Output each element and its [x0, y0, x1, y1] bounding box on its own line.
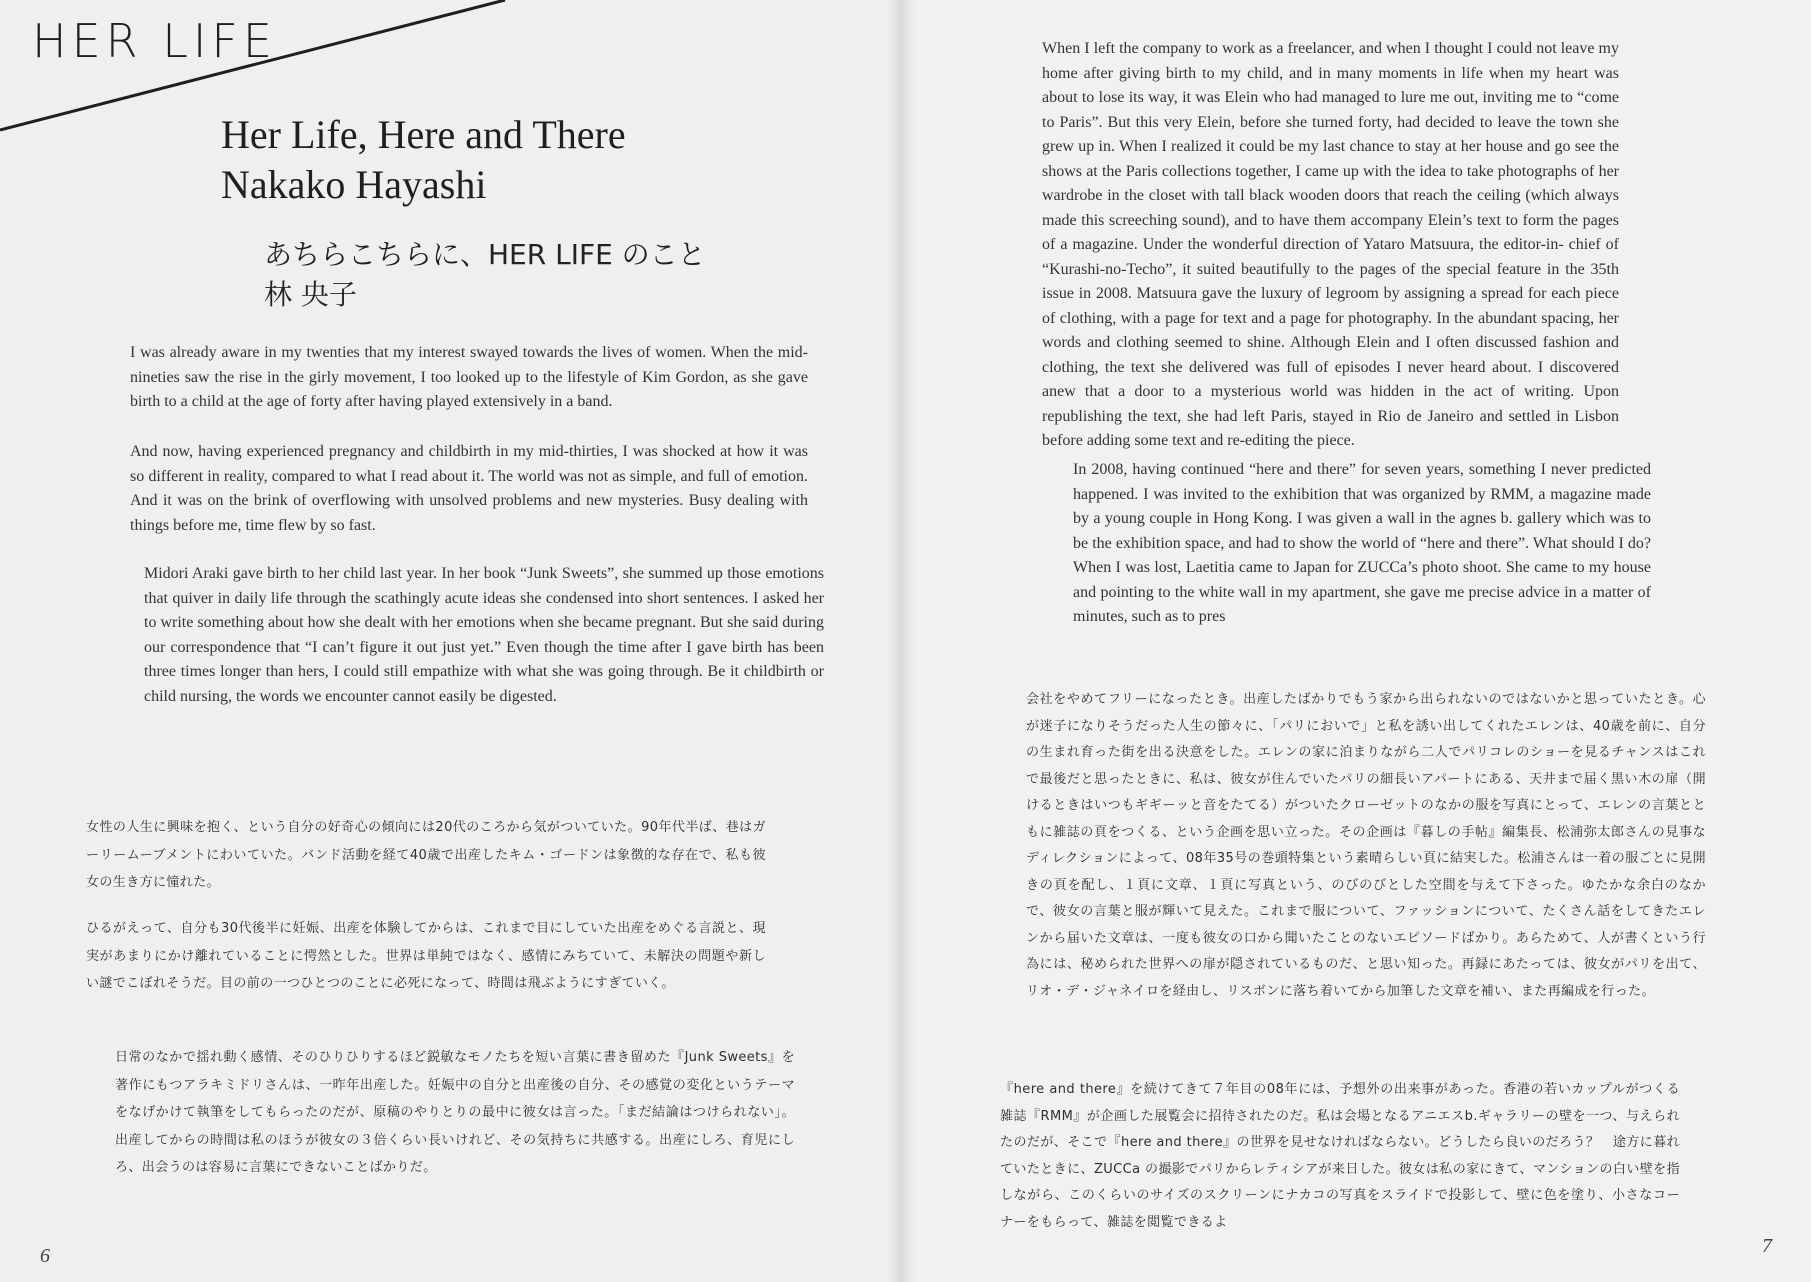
- page-number: 7: [1762, 1235, 1772, 1257]
- english-paragraph-2: And now, having experienced pregnancy and childbirth in my mid-thirties, I was shocked at how it was so different in reality, compared to what I read about it. The world was not as simple, and full of emotion. And it was on the brink of overflowing with unsolved problems and new mysteries. Busy dealing with things before me, time flew by so fast.: [130, 443, 808, 534]
- english-paragraph-5: In 2008, having continued “here and there” for seven years, something I never predicted happened. I was invited to the exhibition that was organized by RMM, a magazine made by a young couple in Hong Kong. I was given a wall in the agnes b. gallery which was to be the exhibition space, and had to show the world of “here and there”. What should I do? When I was lost, Laetitia came to Japan for ZUCCa’s photo shoot. She came to my house and pointing to the white wall in my apartment, she gave me precise advice in a matter of minutes, such as to pres: [1073, 461, 1651, 625]
- jp-title-line-1: あちらこちらに、HER LIFE のこと: [264, 238, 706, 271]
- japanese-paragraph-2: ひるがえって、自分も30代後半に妊娠、出産を体験してからは、これまで目にしていた出産をめぐる言説と、現実があまりにかけ離れていることに愕然とした。世界は単純ではなく、感情にみちていて、未解決の問題や新しい謎でこぼれそうだ。目の前の一つひとつのことに必死になって、時間は飛ぶようにすぎていく。: [86, 921, 766, 991]
- jp-author-name: 林 央子: [264, 278, 357, 311]
- jp-article-title: [264, 235, 706, 315]
- japanese-paragraph-1: 女性の人生に興味を抱く、という自分の好奇心の傾向には20代のころから気がついていた。90年代半ば、巷はガーリームーブメントにわいていた。バンド活動を経て40歳で出産したキム・ゴードンは象徴的な存在で、私も彼女の生き方に憧れた。: [86, 820, 766, 890]
- author-name: Nakako Hayashi: [221, 162, 487, 207]
- english-paragraph-1: I was already aware in my twenties that my interest swayed towards the lives of women. When the mid-nineties saw the rise in the girly movement, I too looked up to the lifestyle of Kim Gordon, as she gave birth to a child at the age of forty after having played extensively in a band.: [130, 344, 808, 410]
- section-label: HER LIFE: [32, 14, 277, 68]
- japanese-paragraph-3: 日常のなかで揺れ動く感情、そのひりひりするほど鋭敏なモノたちを短い言葉に書き留めた『Junk Sweets』を著作にもつアラキミドリさんは、一昨年出産した。妊娠中の自分と出産後の自分、その感覚の変化というテーマをなげかけて執筆をしてもらったのだが、原稿のやりとりの最中に彼女は言った。「まだ結論はつけられない」。出産してからの時間は私のほうが彼女の３倍くらい長いけれど、その気持ちに共感する。出産にしろ、育児にしろ、出会うのは容易に言葉にできないことばかりだ。: [115, 1050, 795, 1175]
- book-gutter-shadow: [888, 0, 918, 1282]
- english-paragraph-3: Midori Araki gave birth to her child last year. In her book “Junk Sweets”, she summed up those emotions that quiver in daily life through the scathingly acute ideas she condensed into short sentences. I asked her to write something about how she dealt with her emotions when she became pregnant. But she said during our correspondence that “I can’t figure it out just yet.” Even though the time after I gave birth has been three times longer than hers, I could still empathize with what she was going through. Be it childbirth or child nursing, the words we encounter cannot easily be digested.: [144, 565, 824, 705]
- article-title: [221, 110, 626, 210]
- page-number: 6: [40, 1245, 50, 1267]
- japanese-paragraph-4: 会社をやめてフリーになったとき。出産したばかりでもう家から出られないのではないかと思っていたとき。心が迷子になりそうだった人生の節々に、「パリにおいで」と私を誘い出してくれたエレンは、40歳を前に、自分の生まれ育った街を出る決意をした。エレンの家に泊まりながら二人でパリコレのショーを見るチャンスはこれで最後だと思ったときに、私は、彼女が住んでいたパリの細長いアパートにある、天井まで届く黒い木の扉（開けるときはいつもギギーッと音をたてる）がついたクローゼットのなかの服を写真にとって、エレンの言葉とともに雑誌の頁をつくる、という企画を思い立った。その企画は『暮しの手帖』編集長、松浦弥太郎さんの見事なディレクションによって、08年35号の巻頭特集という素晴らしい頁に結実した。松浦さんは一着の服ごとに見開きの頁を配し、１頁に文章、１頁に写真という、のびのびとした空間を与えて下さった。ゆたかな余白のなかで、彼女の言葉と服が輝いて見えた。これまで服について、ファッションについて、たくさん話をしてきたエレンから届いた文章は、一度も彼女の口から聞いたことのないエピソードばかり。あらためて、人が書くという行為には、秘められた世界への扉が隠されているものだ、と思い知った。再録にあたっては、彼女がパリを出て、リオ・デ・ジャネイロを経由し、リスボンに落ち着いてから加筆した文章を補い、また再編成を行った。: [1026, 692, 1706, 999]
- left-page: [0, 0, 900, 1282]
- right-page: [900, 0, 1811, 1282]
- japanese-paragraph-5: 『here and there』を続けてきて７年目の08年には、予想外の出来事があった。香港の若いカップルがつくる雑誌『RMM』が企画した展覧会に招待されたのだ。私は会場となるアニエスb.ギャラリーの壁を一つ、与えられたのだが、そこで『here and there』の世界を見せなければならない。どうしたら良いのだろう？ 途方に暮れていたときに、ZUCCa の撮影でパリからレティシアが来日した。彼女は私の家にきて、マンションの白い壁を指しながら、このくらいのサイズのスクリーンにナカコの写真をスライドで投影して、壁に色を塗り、小さなコーナーをもらって、雑誌を閲覧できるよ: [1000, 1082, 1680, 1230]
- title-line-1: Her Life, Here and There: [221, 112, 626, 157]
- english-paragraph-4: When I left the company to work as a freelancer, and when I thought I could not leave my home after giving birth to my child, and in many moments in life when my heart was about to lose its way, it was Elein who had managed to lure me out, inviting me to “come to Paris”. But this very Elein, before she turned forty, had decided to leave the town she grew up in. When I realized it could be my last chance to stay at her house and go see the shows at the Paris collections together, I came up with the idea to take photographs of her wardrobe in the closet with tall black wooden doors that reach the ceiling (which always made this screeching sound), and to have them accompany Elein’s text to form the pages of a magazine. Under the wonderful direction of Yataro Matsuura, the editor-in- chief of “Kurashi-no-Techo”, it suited beautifully to the pages of the special feature in the 35th issue in 2008. Matsuura gave the luxury of legroom by assigning a spread for each piece of clothing, with a page for text and a page for photography. In the abundant spacing, her words and clothing seemed to shine. Although Elein and I often discussed fashion and clothing, the text she delivered was full of episodes I never heard about. I discovered anew that a door to a mysterious world was hidden in the act of writing. Upon republishing the text, she had left Paris, stayed in Rio de Janeiro and settled in Lisbon before adding some text and re-editing the piece.: [1042, 40, 1619, 449]
